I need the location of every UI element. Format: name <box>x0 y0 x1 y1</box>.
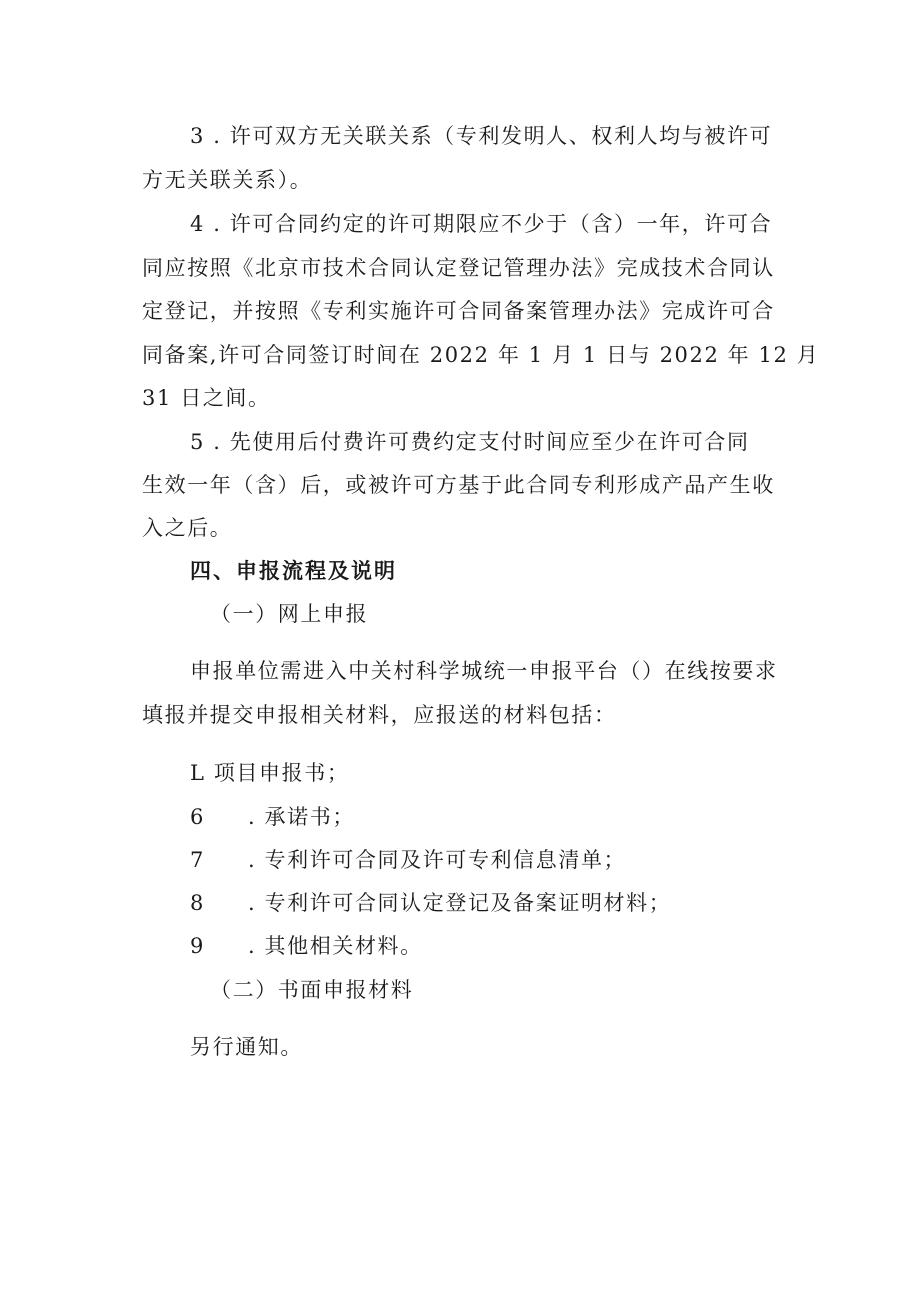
item5-line3: 入之后。 <box>142 516 233 540</box>
material-item <box>190 758 349 788</box>
material-item <box>190 888 671 918</box>
item4-line3: 定登记，并按照《专利实施许可合同备案管理办法》完成许可合 <box>142 299 775 323</box>
item3-line2: 方无关联关系）。 <box>142 168 313 192</box>
section4-heading: 四、申报流程及说明 <box>190 559 397 583</box>
sub2-heading: （二）书面申报材料 <box>210 978 414 1002</box>
material-text: . 承诺书； <box>248 805 355 829</box>
sub1-para-line1: 申报单位需进入中关村科学城统一申报平台（）在线按要求 <box>190 659 778 683</box>
material-item <box>190 845 626 875</box>
sub2-para: 另行通知。 <box>190 1035 303 1059</box>
sub1-para-line2: 填报并提交申报相关材料，应报送的材料包括： <box>142 703 617 727</box>
material-item <box>190 931 423 961</box>
sub1-heading: （一）网上申报 <box>210 602 369 626</box>
material-text: . 其他相关材料。 <box>248 934 423 958</box>
material-num: 6 <box>190 805 205 829</box>
material-num: 9 <box>190 934 205 958</box>
material-num: L <box>190 761 206 785</box>
material-item <box>190 802 355 832</box>
material-text: 项目申报书； <box>213 761 350 785</box>
material-num: 8 <box>190 891 205 915</box>
item3-line1: 3 . 许可双方无关联关系（专利发明人、权利人均与被许可 <box>190 124 773 148</box>
item4-line4: 同备案,许可合同签订时间在 2022 年 1 月 1 日与 2022 年 12 月 <box>142 343 820 367</box>
item4-line5: 31 日之间。 <box>142 386 271 410</box>
item4-line1: 4 . 许可合同约定的许可期限应不少于（含）一年，许可合 <box>190 212 773 236</box>
item5-line1: 5 . 先使用后付费许可费约定支付时间应至少在许可合同 <box>190 430 750 454</box>
material-text: . 专利许可合同及许可专利信息清单； <box>248 848 627 872</box>
material-text: . 专利许可合同认定登记及备案证明材料； <box>248 891 672 915</box>
item5-line2: 生效一年（含）后，或被许可方基于此合同专利形成产品产生收 <box>142 473 775 497</box>
material-num: 7 <box>190 848 205 872</box>
item4-line2: 同应按照《北京市技术合同认定登记管理办法》完成技术合同认 <box>142 256 775 280</box>
